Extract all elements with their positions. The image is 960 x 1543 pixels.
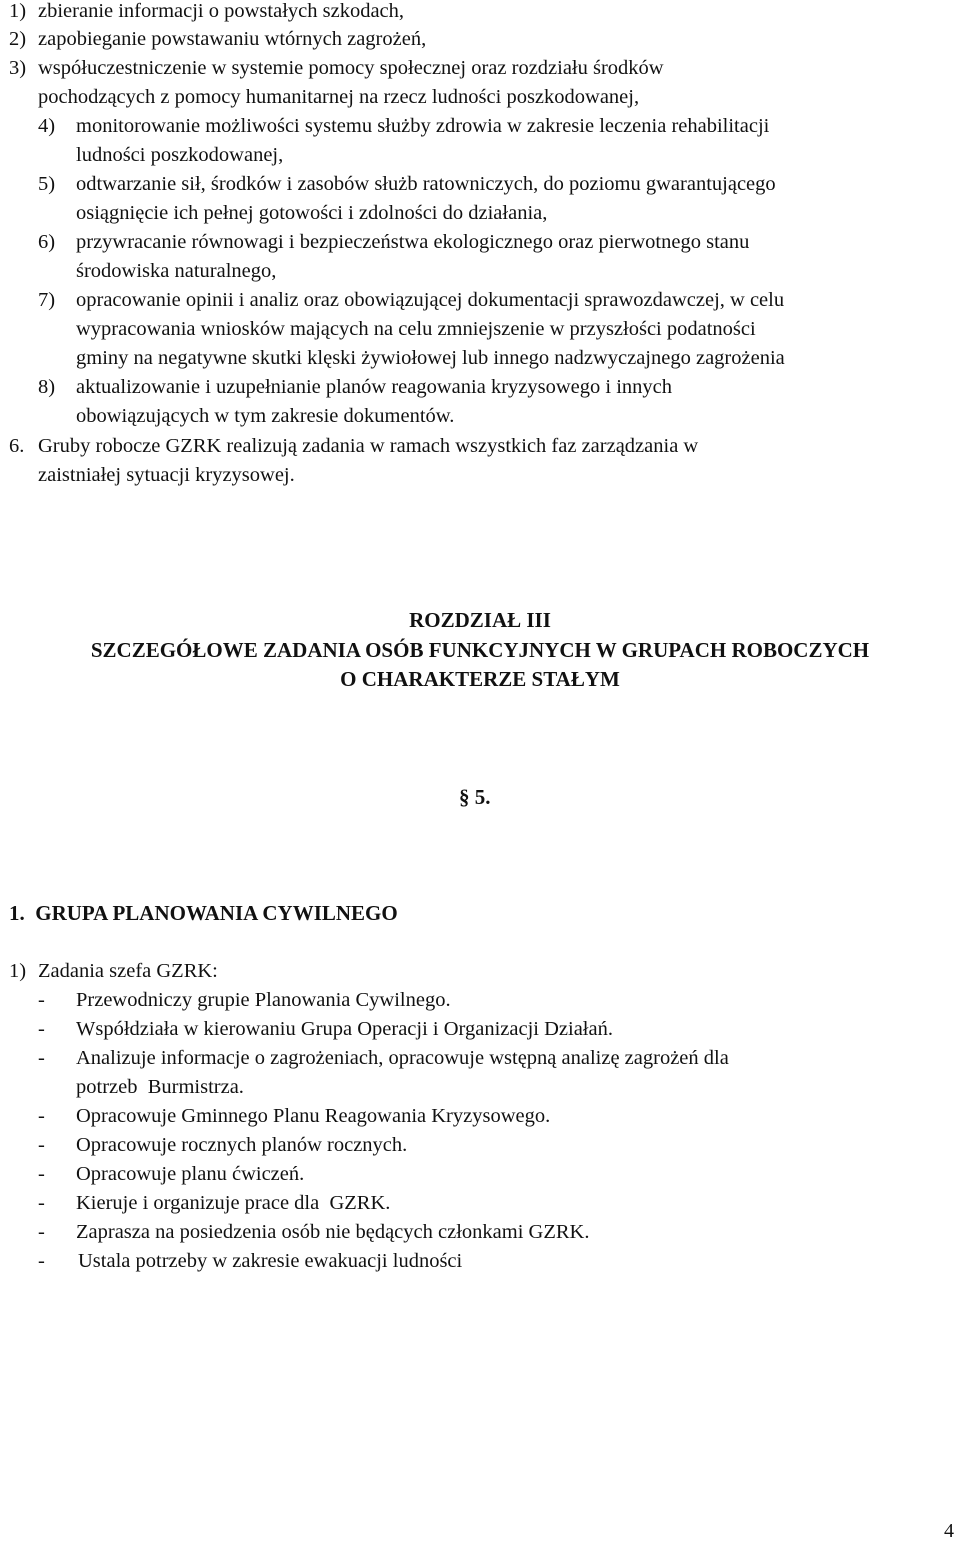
task-item: Współdziała w kierowaniu Grupa Operacji i Organizacji Działań. <box>76 1018 613 1040</box>
task-item: potrzeb Burmistrza. <box>76 1076 244 1098</box>
task-item: Opracowuje rocznych planów rocznych. <box>76 1134 408 1156</box>
list-item-text: opracowanie opinii i analiz oraz obowiązującej dokumentacji sprawozdawczej, w celu <box>76 289 785 311</box>
list-item-text: wypracowania wniosków mających na celu zmniejszenie w przyszłości podatności <box>76 318 756 340</box>
point-text: zaistniałej sytuacji kryzysowej. <box>38 464 295 486</box>
list-number: 4) <box>38 115 56 137</box>
section-title: 1. GRUPA PLANOWANIA CYWILNEGO <box>9 901 398 925</box>
bullet-dash: - <box>38 1134 45 1156</box>
list-number: 8) <box>38 376 56 398</box>
point-text: Gruby robocze GZRK realizują zadania w ramach wszystkich faz zarządzania w <box>38 435 699 457</box>
bullet-dash: - <box>38 1250 45 1272</box>
chapter-title: SZCZEGÓŁOWE ZADANIA OSÓB FUNKCYJNYCH W GRUPACH ROBOCZYCH <box>90 638 870 662</box>
task-item: Zaprasza na posiedzenia osób nie będących członkami GZRK. <box>76 1221 590 1243</box>
list-number: 2) <box>9 28 27 50</box>
chapter-label: ROZDZIAŁ III <box>409 608 551 632</box>
list-item-text: ludności poszkodowanej, <box>76 144 284 166</box>
list-number: 1) <box>9 0 27 22</box>
list-item-text: środowiska naturalnego, <box>76 260 277 282</box>
bullet-dash: - <box>38 989 45 1011</box>
list-item-text: aktualizowanie i uzupełnianie planów reagowania kryzysowego i innych <box>76 376 673 398</box>
list-item-text: osiągnięcie ich pełnej gotowości i zdolności do działania, <box>76 202 548 224</box>
list-item-text: zapobieganie powstawaniu wtórnych zagrożeń, <box>38 28 427 50</box>
page-number: 4 <box>944 1520 954 1542</box>
task-item: Analizuje informacje o zagrożeniach, opracowuje wstępną analizę zagrożeń dla <box>76 1047 729 1069</box>
bullet-dash: - <box>38 1018 45 1040</box>
task-item: Opracowuje Gminnego Planu Reagowania Kryzysowego. <box>76 1105 551 1127</box>
list-number: 6) <box>38 231 56 253</box>
list-item-text: gminy na negatywne skutki klęski żywiołowej lub innego nadzwyczajnego zagrożenia <box>76 347 785 369</box>
bullet-dash: - <box>38 1047 45 1069</box>
bullet-dash: - <box>38 1163 45 1185</box>
task-item: Kieruje i organizuje prace dla GZRK. <box>76 1192 391 1214</box>
list-item-text: obowiązujących w tym zakresie dokumentów. <box>76 405 455 427</box>
task-item: Ustala potrzeby w zakresie ewakuacji ludności <box>78 1250 463 1272</box>
bullet-dash: - <box>38 1105 45 1127</box>
task-item: Przewodniczy grupie Planowania Cywilnego. <box>76 989 451 1011</box>
point-number: 6. <box>9 435 25 457</box>
list-item-text: odtwarzanie sił, środków i zasobów służb ratowniczych, do poziomu gwarantującego <box>76 173 776 195</box>
list-number: 5) <box>38 173 56 195</box>
subsection-number: 1) <box>9 960 27 982</box>
subsection-label: Zadania szefa GZRK: <box>38 960 218 982</box>
list-item-text: przywracanie równowagi i bezpieczeństwa ekologicznego oraz pierwotnego stanu <box>76 231 750 253</box>
chapter-subtitle: O CHARAKTERZE STAŁYM <box>340 667 620 691</box>
list-item-text: pochodzących z pomocy humanitarnej na rzecz ludności poszkodowanej, <box>38 86 640 108</box>
list-item-text: współuczestniczenie w systemie pomocy społecznej oraz rozdziału środków <box>38 57 664 79</box>
list-number: 3) <box>9 57 27 79</box>
list-number: 7) <box>38 289 56 311</box>
paragraph-number: § 5. <box>459 785 491 809</box>
list-item-text: zbieranie informacji o powstałych szkodach, <box>38 0 405 22</box>
list-item-text: monitorowanie możliwości systemu służby zdrowia w zakresie leczenia rehabilitacji <box>76 115 770 137</box>
bullet-dash: - <box>38 1221 45 1243</box>
task-item: Opracowuje planu ćwiczeń. <box>76 1163 305 1185</box>
bullet-dash: - <box>38 1192 45 1214</box>
